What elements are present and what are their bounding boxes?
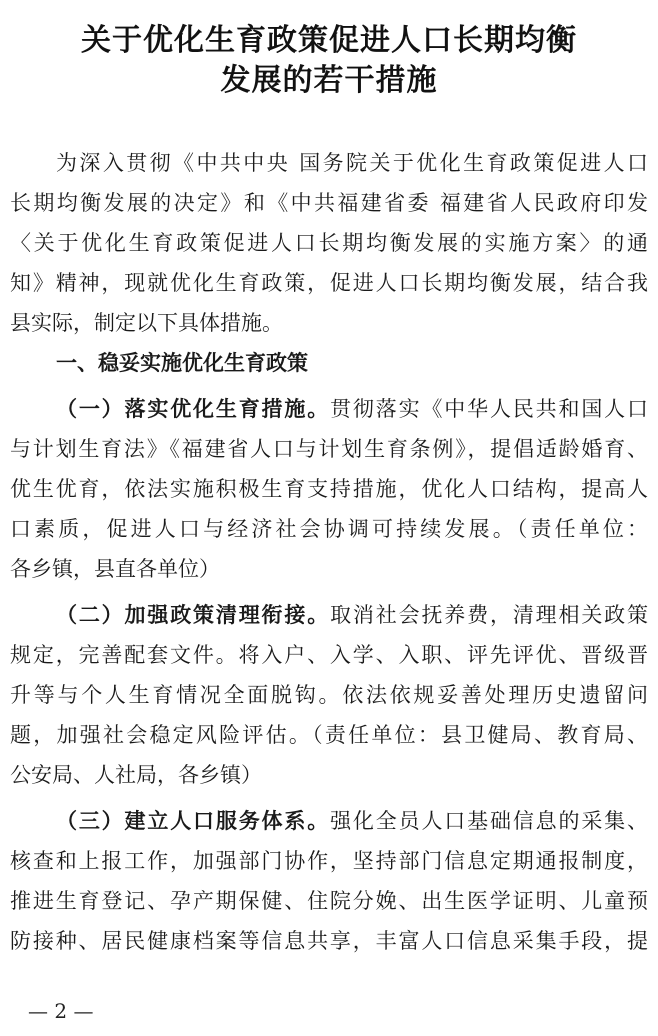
section-heading: 一、稳妥实施优化生育政策 <box>56 351 308 375</box>
item-1-label: （一）落实优化生育措施。 <box>56 397 331 421</box>
item-2-line: 升等与个人生育情况全面脱钩。依法依规妥善处理历史遗留问 <box>10 683 648 707</box>
item-3-first-line <box>56 804 648 838</box>
item-3-label: （三）建立人口服务体系。 <box>56 809 331 833</box>
intro-line: 为深入贯彻《中共中央 国务院关于优化生育政策促进人口 <box>56 151 648 175</box>
document-title-line-1: 关于优化生育政策促进人口长期均衡 <box>81 23 577 58</box>
item-2-first-line <box>56 598 648 632</box>
item-3-text: 强化全员人口基础信息的采集、 <box>330 809 648 833</box>
item-1-first-line <box>56 392 648 426</box>
item-1-line: 优生优育，依法实施积极生育支持措施，优化人口结构，提高人 <box>10 477 648 501</box>
item-1-line: 各乡镇，县直各单位） <box>10 557 220 581</box>
page-number: — 2 — <box>28 999 94 1023</box>
item-2-text: 取消社会抚养费，清理相关政策 <box>330 603 648 627</box>
item-2-line: 公安局、人社局，各乡镇） <box>10 763 262 787</box>
item-2-label: （二）加强政策清理衔接。 <box>56 603 331 627</box>
intro-line: 县实际，制定以下具体措施。 <box>10 311 283 335</box>
intro-line: 长期均衡发展的决定》和《中共福建省委 福建省人民政府印发 <box>10 191 648 215</box>
item-1-line: 口素质，促进人口与经济社会协调可持续发展。（责任单位： <box>10 517 648 541</box>
item-2-line: 规定，完善配套文件。将入户、入学、入职、评先评优、晋级晋 <box>10 643 648 667</box>
item-3-line: 防接种、居民健康档案等信息共享，丰富人口信息采集手段，提 <box>10 929 648 953</box>
intro-line: 〈关于优化生育政策促进人口长期均衡发展的实施方案〉的通 <box>10 231 648 255</box>
item-3-line: 推进生育登记、孕产期保健、住院分娩、出生医学证明、儿童预 <box>10 889 648 913</box>
item-3-line: 核查和上报工作，加强部门协作，坚持部门信息定期通报制度， <box>10 849 648 873</box>
intro-line: 知》精神，现就优化生育政策，促进人口长期均衡发展，结合我 <box>10 271 648 295</box>
item-1-line: 与计划生育法》《福建省人口与计划生育条例》，提倡适龄婚育、 <box>10 437 648 461</box>
document-title-line-2: 发展的若干措施 <box>220 63 438 98</box>
item-2-line: 题，加强社会稳定风险评估。（责任单位：县卫健局、教育局、 <box>10 723 648 747</box>
item-1-text: 贯彻落实《中华人民共和国人口 <box>330 397 648 421</box>
